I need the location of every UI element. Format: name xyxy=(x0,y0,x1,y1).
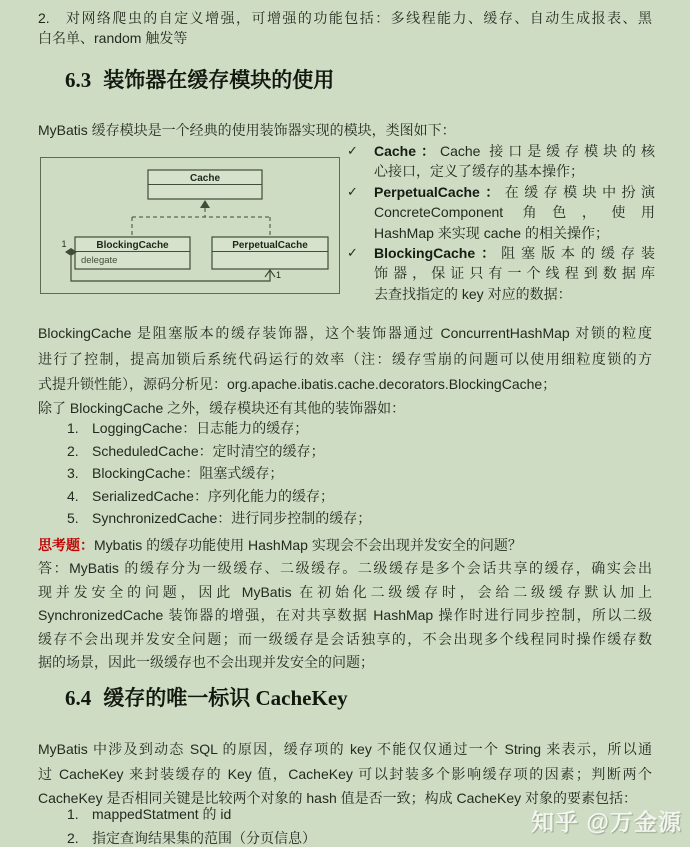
item-text: ScheduledCache：定时清空的缓存； xyxy=(92,442,325,459)
list-item xyxy=(67,507,627,530)
perpetualcache-class-label: PerpetualCache xyxy=(232,240,308,251)
list-item xyxy=(347,182,655,243)
section-title: 装饰器在缓存模块的使用 xyxy=(103,68,335,92)
item-number: 3. xyxy=(67,465,79,481)
list-item xyxy=(347,141,655,182)
check-icon: ✓ xyxy=(347,245,358,261)
answer-line: 答：MyBatis 的缓存分为一级缓存、二级缓存。二级缓存是多个会话共享的缓存，确实会出 xyxy=(38,560,652,577)
answer-line: 现并发安全的问题，因此 MyBatis 在初始化二级缓存时，会给二级缓存默认加上 xyxy=(38,583,652,600)
bullet-text: 阻塞版本的缓存装 xyxy=(501,245,655,262)
paragraph-line: BlockingCache 是阻塞版本的缓存装饰器，这个装饰器通过 ConcurrentHashMap 对锁的粒度 xyxy=(38,325,652,341)
bullet-text: 心接口，定义了缓存的基本操作； xyxy=(374,163,584,180)
blockingcache-paragraph xyxy=(38,321,652,398)
cachekey-paragraph xyxy=(38,737,652,811)
blockingcache-class-box xyxy=(75,237,190,269)
item-number: 4. xyxy=(67,487,79,504)
item-text: BlockingCache：阻塞式缓存； xyxy=(92,465,284,481)
bullet-term: Cache： xyxy=(374,143,440,159)
bullet-text: 饰器，保证只有一个线程到数据库 xyxy=(374,265,655,282)
list-item xyxy=(67,462,627,485)
list-item xyxy=(67,440,627,463)
bullet-term: BlockingCache： xyxy=(374,245,502,262)
item-number: 2. xyxy=(38,10,50,26)
bullet-text: Cache 接口是缓存模块的核 xyxy=(439,143,655,159)
paragraph-line: CacheKey 是否相同关键是比较两个对象的 hash 值是否一致；构成 CacheKey 对象的要素包括： xyxy=(38,790,637,806)
answer-line: SynchronizedCache 装饰器的增强，在对共享数据 HashMap 操作时进行同步控制，所以二级 xyxy=(38,607,652,624)
item-number: 1. xyxy=(67,806,79,822)
item-number: 1. xyxy=(67,420,79,436)
bullet-term: PerpetualCache： xyxy=(374,183,505,200)
uml-class-diagram xyxy=(40,157,340,294)
cache-class-box xyxy=(148,170,262,199)
item-number: 2. xyxy=(67,442,79,459)
zhihu-watermark: 知乎 @万金源 xyxy=(531,809,682,835)
decorator-list-lead: 除了 BlockingCache 之外，缓存模块还有其他的装饰器如： xyxy=(38,400,406,416)
bullet-text: ConcreteComponent 角色，使用 xyxy=(374,204,655,221)
paragraph-line: 进行了控制，提高加锁后系统代码运行的效率（注：缓存雪崩的问题可以使用细粒度锁的方 xyxy=(38,350,652,367)
blockingcache-class-label: BlockingCache xyxy=(96,240,169,251)
section-heading-6-3 xyxy=(65,66,625,94)
bullet-text: 去查找指定的 key 对应的数据： xyxy=(374,285,572,302)
section-title: 缓存的唯一标识 CacheKey xyxy=(103,686,348,710)
check-icon: ✓ xyxy=(347,143,358,158)
item-text: SerializedCache：序列化能力的缓存； xyxy=(92,487,334,504)
cache-class-label: Cache xyxy=(189,173,221,184)
answer-line: 据的场景，因此一级缓存也不会出现并发安全的问题； xyxy=(38,654,374,671)
question-text: Mybatis 的缓存功能使用 HashMap 实现会不会出现并发安全的问题？ xyxy=(94,537,522,553)
multiplicity-left: 1 xyxy=(61,239,67,249)
numbered-item-2 xyxy=(38,8,652,48)
section-intro-text: MyBatis 缓存模块是一个经典的使用装饰器实现的模块，类图如下： xyxy=(38,122,456,138)
cache-bullet-list xyxy=(347,141,655,304)
section-number: 6.3 xyxy=(65,68,92,92)
item-text: 指定查询结果集的范围（分页信息） xyxy=(92,830,316,846)
decorator-list xyxy=(67,417,627,530)
item-number: 2. xyxy=(67,830,79,846)
item-text: LoggingCache：日志能力的缓存； xyxy=(92,420,309,436)
item-text: mappedStatment 的 id xyxy=(92,806,232,822)
section-number: 6.4 xyxy=(65,686,92,710)
check-icon: ✓ xyxy=(347,183,358,199)
question-block xyxy=(38,534,652,674)
perpetualcache-class-box xyxy=(212,237,328,269)
item-text-line2: 白名单、random 触发等 xyxy=(38,30,188,46)
paragraph-line: 过 CacheKey 来封装缓存的 Key 值，CacheKey 可以封装多个影响缓存项的因素；判断两个 xyxy=(38,765,652,782)
multiplicity-right: 1 xyxy=(276,270,282,280)
bullet-text: HashMap 来实现 cache 的相关操作； xyxy=(374,224,609,241)
realization-arrow xyxy=(132,200,270,237)
item-text-line1: 对网络爬虫的自定义增强，可增强的功能包括：多线程能力、缓存、自动生成报表、黑 xyxy=(66,10,652,26)
list-item xyxy=(67,417,627,440)
list-item xyxy=(347,243,655,304)
bullet-text: 在缓存模块中扮演 xyxy=(504,183,655,200)
paragraph-line: MyBatis 中涉及到动态 SQL 的原因，缓存项的 key 不能仅仅通过一个 String 来表示，所以通 xyxy=(38,741,652,757)
list-item xyxy=(67,485,627,508)
section-heading-6-4 xyxy=(65,684,625,712)
paragraph-line: 式提升锁性能），源码分析见：org.apache.ibatis.cache.decorators.BlockingCache； xyxy=(38,376,557,392)
item-number: 5. xyxy=(67,510,79,526)
answer-line: 缓存不会出现并发安全问题；而一级缓存是会话独享的，不会出现多个线程同时操作缓存数 xyxy=(38,630,652,647)
delegate-attribute-label: delegate xyxy=(81,255,118,266)
item-text: SynchronizedCache：进行同步控制的缓存； xyxy=(92,510,372,526)
question-label: 思考题： xyxy=(38,537,94,553)
